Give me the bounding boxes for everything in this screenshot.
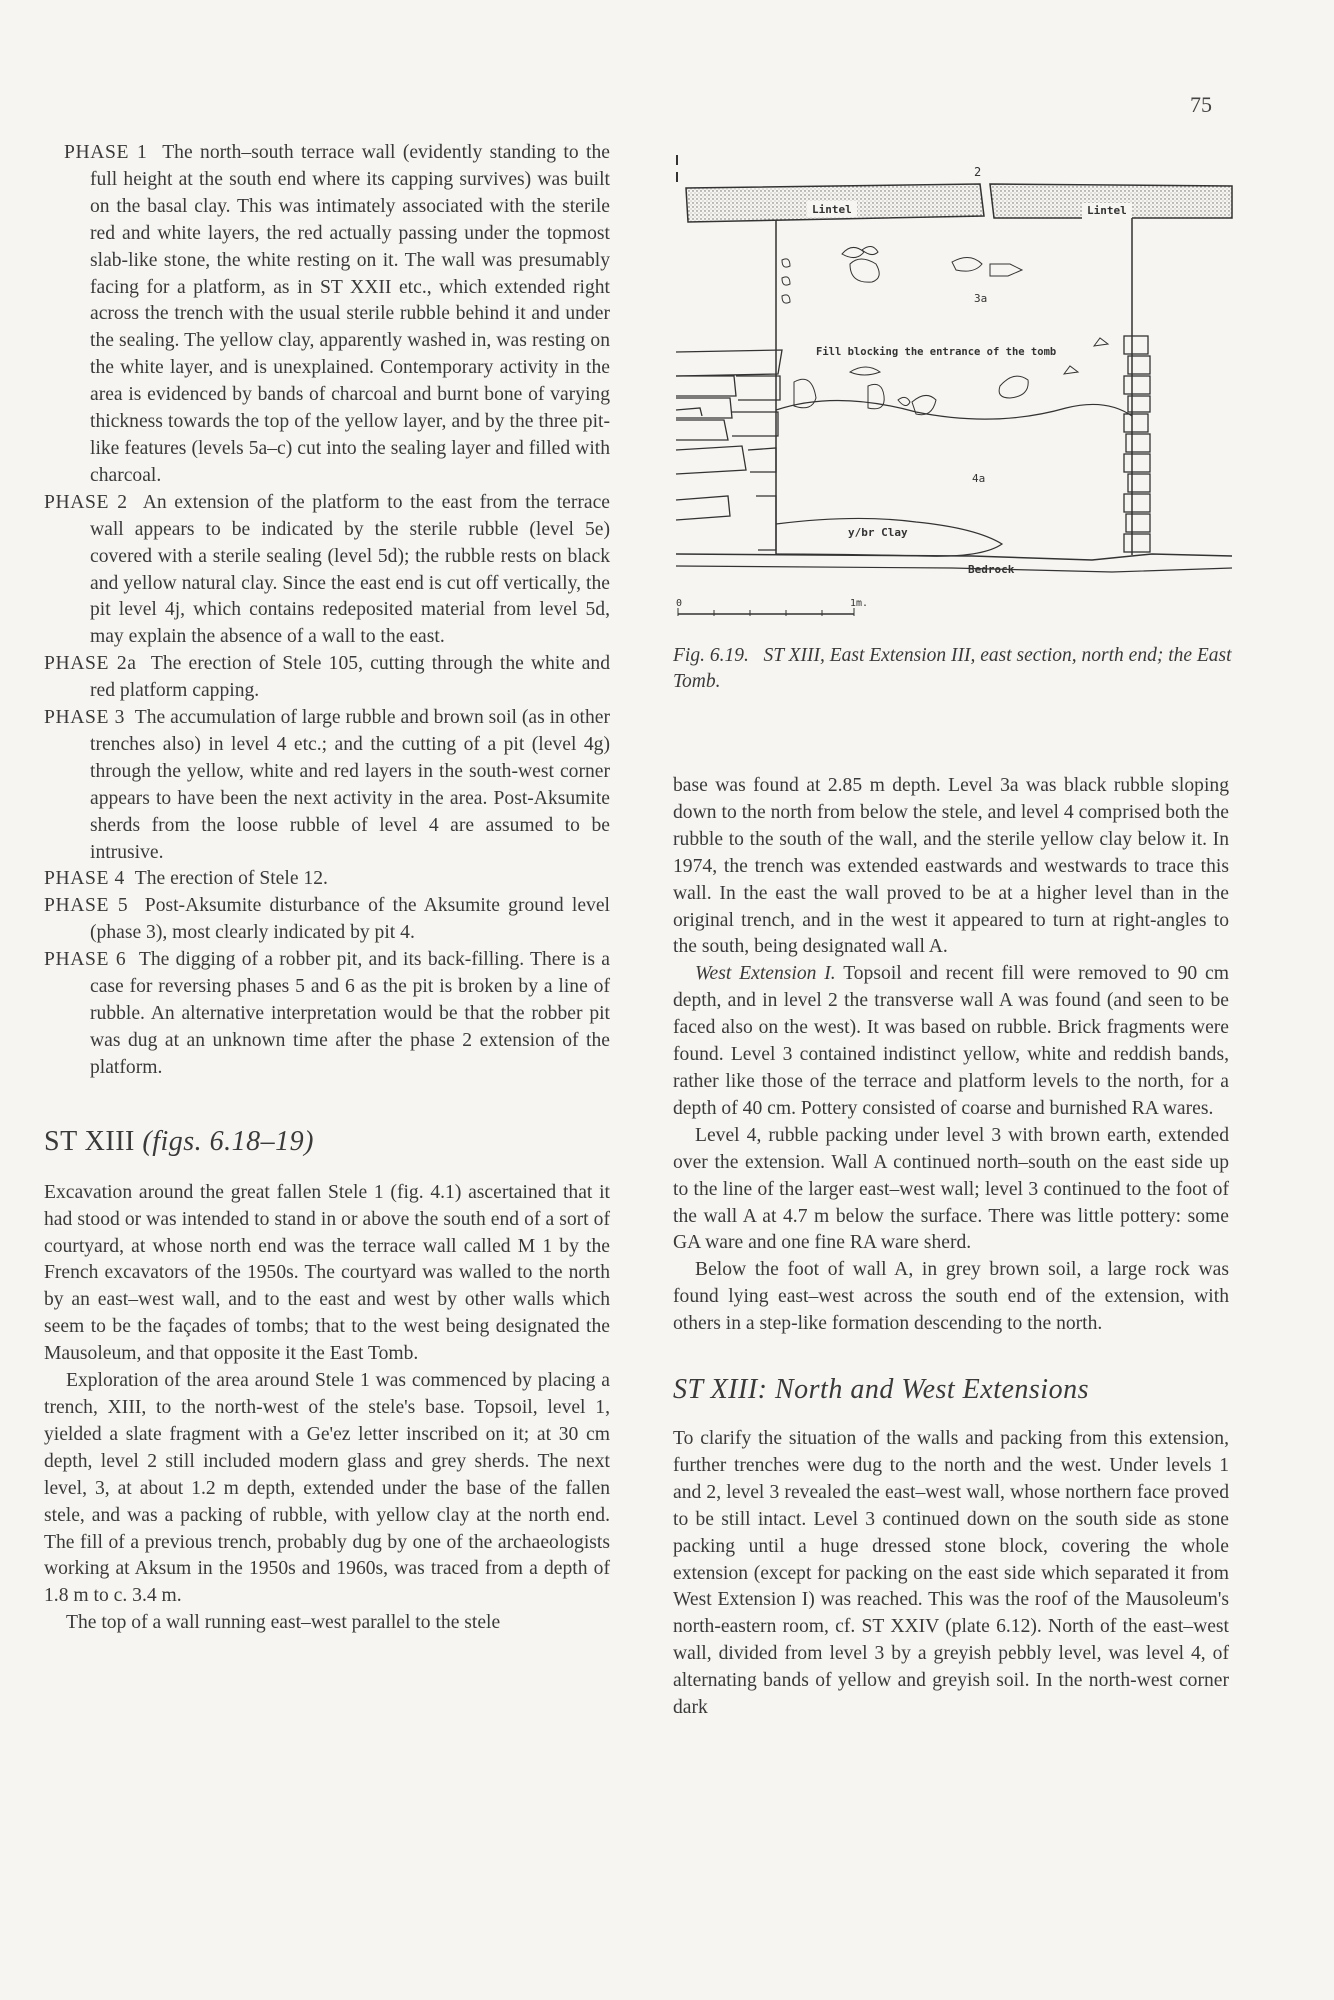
section-heading-main: ST XIII — [44, 1125, 135, 1157]
phase-item — [44, 651, 610, 705]
phase-text: The north–south terrace wall (evidently standing to the full height at the south end where its capping survives) was built on the basal clay. This was intimately associated with the sterile red and white layers, the red actually passing under the topmost slab-like stone, the white resting on it. The wall was presumably facing for a platform, as in ST XXII etc., which extended right across the trench with the usual sterile rubble behind it and under the sealing. The yellow clay, apparently washed in, was resting on the white layer, and is unexplained. Contemporary activity in the area is evidenced by bands of charcoal and burnt bone of varying thickness towards the top of the yellow layer, and by the three pit-like features (levels 5a–c) cut into the sealing layer and filled with charcoal. — [90, 142, 610, 486]
body-paragraph: Exploration of the area around Stele 1 was commenced by placing a trench, XIII, to the north-west of the stele's base. Topsoil, level 1, yielded a slate fragment with a Ge'ez letter inscribed on it; at 30 cm depth, level 2 still included modern glass and grey sherds. The next level, 3, at about 1.2 m depth, extended under the base of the fallen stele, and was a packing of rubble, with yellow clay at the north end. The fill of a previous trench, probably dug by one of the archaeologists working at Aksum in the 1950s and 1960s, was traced from a depth of 1.8 m to c. 3.4 m. — [44, 1370, 610, 1607]
phase-list — [44, 140, 610, 1082]
stone — [1094, 338, 1108, 346]
phase-label: PHASE 3 — [44, 707, 125, 729]
body-paragraph: To clarify the situation of the walls and packing from this extension, further trenches were dug to the north and the west. Under levels 1 and 2, level 3 revealed the east–west wall, whose northern face proved to be still intact. Level 3 continued down on the south side as stone packing until a huge dressed stone block, covering the whole extension (except for packing on the east side which separated it from West Extension I) was reached. This was the roof of the Mausoleum's north-eastern room, cf. ST XXIV (plate 6.12). North of the east–west wall, divided from level 3 by a greyish pebbly level, was level 4, of alternating bands of yellow and greyish soil. In the north-west corner dark — [673, 1428, 1229, 1719]
section-drawing-figure — [672, 150, 1234, 620]
section-heading — [44, 1126, 610, 1158]
stone — [868, 384, 884, 408]
lintel-right-label: Lintel — [1087, 204, 1127, 217]
subheading-inline: West Extension I. — [695, 963, 836, 985]
figure-caption — [673, 643, 1233, 695]
fill-label: Fill blocking the entrance of the tomb — [816, 346, 1057, 358]
scale-zero-label: 0 — [676, 598, 683, 609]
stone — [850, 367, 880, 375]
bedrock-line — [676, 554, 1232, 560]
clay-label: y/br Clay — [848, 526, 908, 539]
lintel-left-label: Lintel — [812, 203, 852, 216]
caption-text: ST XIII, East Extension III, east section, north end; the East Tomb. — [673, 645, 1232, 692]
stone — [1064, 366, 1078, 374]
stone — [990, 264, 1022, 276]
section-heading-sub: (figs. 6.18–19) — [142, 1125, 314, 1157]
phase-text: The erection of Stele 105, cutting through the white and red platform capping. — [90, 653, 610, 702]
section-heading-text: ST XIII: North and West Extensions — [673, 1374, 1089, 1406]
scale-bar — [676, 598, 868, 616]
bedrock-label: Bedrock — [968, 563, 1015, 576]
phase-label: PHASE 5 — [44, 895, 129, 917]
level-label-3a: 3a — [974, 292, 988, 305]
stone — [862, 246, 878, 254]
stone — [782, 295, 790, 303]
stone — [850, 259, 879, 282]
phase-item — [44, 490, 610, 651]
phase-text: The accumulation of large rubble and brown soil (as in other trenches also) in level 4 etc.; and the cutting of a pit (level 4g) through the yellow, white and red layers in the south-west corner appears to have been the next activity in the area. Post-Aksumite sherds from the loose rubble of level 4 are assumed to be intrusive. — [90, 707, 611, 863]
stone — [999, 376, 1028, 398]
level-label-2: 2 — [974, 165, 982, 179]
phase-text: The digging of a robber pit, and its back-filling. There is a case for reversing phases 5 and 6 as the pit is broken by a line of rubble. An alternative interpretation would be that the robber pit was dug at an unknown time after the phase 2 extension of the platform. — [90, 949, 610, 1078]
body-paragraph: base was found at 2.85 m depth. Level 3a was black rubble sloping down to the north from below the stele, and level 4 comprised both the rubble to the south of the wall, and the sterile yellow clay below it. In 1974, the trench was extended eastwards and westwards to trace this wall. In the east the wall proved to be at a higher level than in the original trench, and in the west it appeared to turn at right-angles to the south, being designated wall A. — [673, 775, 1229, 958]
section-drawing — [672, 150, 1234, 620]
caption-number: Fig. 6.19. — [673, 645, 749, 666]
phase-label: PHASE 1 — [64, 142, 148, 163]
phase-text: Post-Aksumite disturbance of the Aksumite ground level (phase 3), most clearly indicated by pit 4. — [90, 895, 610, 944]
left-column — [44, 140, 610, 1637]
phase-label: PHASE 2a — [44, 653, 137, 675]
phase-item — [44, 140, 610, 490]
right-masonry — [1124, 336, 1150, 552]
phase-text: The erection of Stele 12. — [134, 868, 328, 890]
stone — [898, 397, 910, 405]
level-label-4a: 4a — [972, 472, 986, 485]
section-heading-2 — [673, 1374, 1229, 1406]
phase-label: PHASE 2 — [44, 491, 128, 513]
phase-item — [44, 893, 610, 947]
body-paragraph: The top of a wall running east–west parallel to the stele — [66, 1612, 501, 1634]
body-paragraph — [673, 961, 1229, 1122]
body-paragraph: Below the foot of wall A, in grey brown soil, a large rock was found lying east–west across the south end of the extension, with others in a step-like formation descending to the north. — [673, 1259, 1229, 1335]
stone — [782, 277, 790, 285]
phase-item — [44, 705, 610, 866]
body-paragraph: Level 4, rubble packing under level 3 with brown earth, extended over the extension. Wall A continued north–south on the east side up to the line of the larger east–west wall; level 3 continued to the foot of the wall A at 4.7 m below the surface. There was little pottery: some GA ware and one fine RA ware sherd. — [673, 1124, 1229, 1254]
page-number: 75 — [1190, 92, 1212, 117]
right-column — [673, 773, 1229, 1722]
stone — [782, 259, 790, 267]
stone — [952, 257, 982, 271]
phase-text: An extension of the platform to the east from the terrace wall appears to be indicated by the sterile rubble (level 5e) covered with a sterile sealing (level 5d); the rubble rests on black and yellow natural clay. Since the east end is cut off vertically, the pit level 4j, which contains redeposited material from level 5d, may explain the absence of a wall to the east. — [90, 491, 610, 648]
paragraph-text: Topsoil and recent fill were removed to 90 cm depth, and in level 2 the transverse wall A was found (and seen to be faced also on the west). It was based on rubble. Brick fragments were found. Level 3 contained indistinct yellow, white and reddish bands, rather like those of the terrace and platform levels to the north, for a depth of 40 cm. Pottery consisted of coarse and burnished RA wares. — [673, 963, 1229, 1119]
phase-label: PHASE 4 — [44, 868, 125, 890]
scale-end-label: 1m. — [850, 598, 869, 609]
fill-boundary — [776, 400, 1132, 419]
phase-item — [44, 947, 610, 1082]
body-paragraph: Excavation around the great fallen Stele 1 (fig. 4.1) ascertained that it had stood or was intended to stand in or above the south end of a sort of courtyard, at whose north end was the terrace wall called M 1 by the French excavators of the 1950s. The courtyard was walled to the north by an east–west wall, and to the east and west by other walls which seem to be the façades of tombs; that to the west being designated the Mausoleum, and that opposite it the East Tomb. — [44, 1181, 610, 1365]
phase-label: PHASE 6 — [44, 949, 127, 971]
stone — [912, 395, 936, 414]
stone — [842, 247, 864, 257]
bedrock-line — [676, 566, 1232, 572]
left-masonry — [676, 350, 782, 550]
phase-item — [44, 866, 610, 893]
